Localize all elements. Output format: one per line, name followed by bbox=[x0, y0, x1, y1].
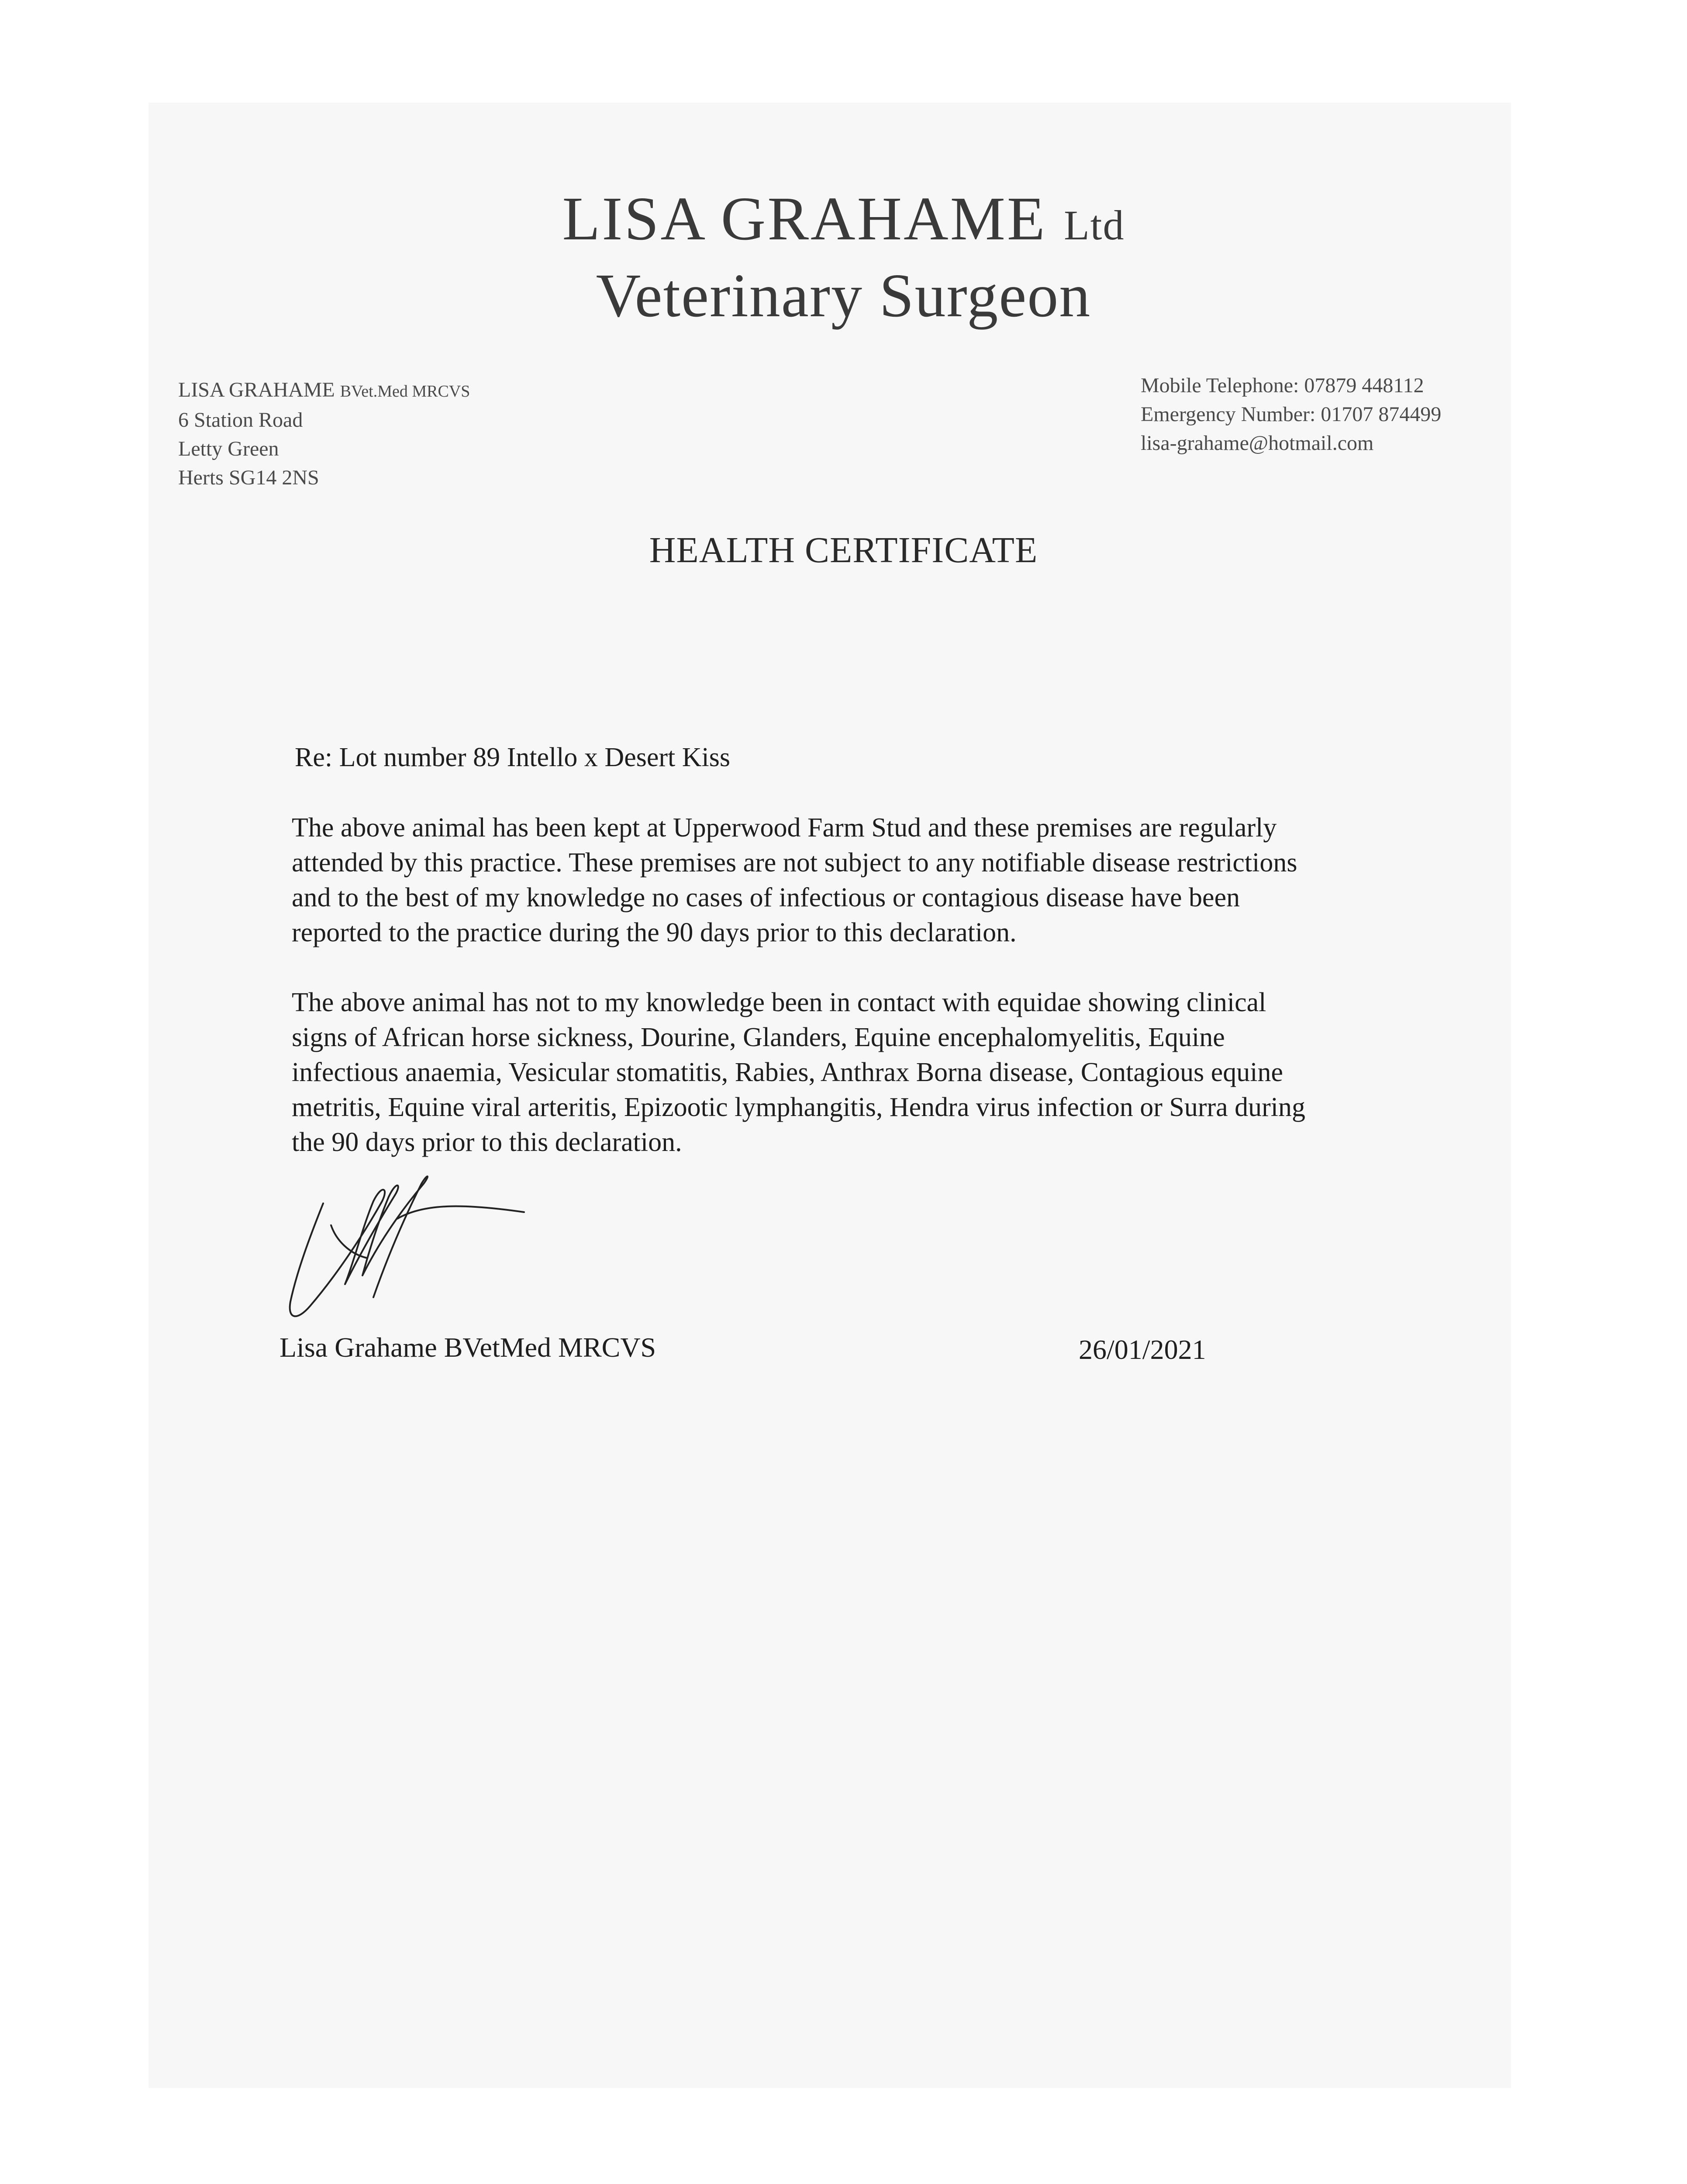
address-line-1: 6 Station Road bbox=[178, 408, 303, 432]
paragraph-line: metritis, Equine viral arteritis, Epizootic lymphangitis, Hendra virus infection or Surra during bbox=[292, 1092, 1306, 1122]
certificate-title: HEALTH CERTIFICATE bbox=[649, 530, 1038, 570]
emergency-number: Emergency Number: 01707 874499 bbox=[1141, 403, 1442, 426]
paragraph-line: the 90 days prior to this declaration. bbox=[292, 1127, 682, 1157]
address-line-2: Letty Green bbox=[178, 437, 279, 460]
paragraph-line: attended by this practice. These premises are not subject to any notifiable disease restrictions bbox=[292, 848, 1297, 878]
address-line-3: Herts SG14 2NS bbox=[178, 466, 319, 489]
paragraph-line: signs of African horse sickness, Dourine, Glanders, Equine encephalomyelitis, Equine bbox=[292, 1023, 1225, 1052]
paragraph-line: infectious anaemia, Vesicular stomatitis, Rabies, Anthrax Borna disease, Contagious equine bbox=[292, 1057, 1283, 1087]
paragraph-line: reported to the practice during the 90 days prior to this declaration. bbox=[292, 918, 1017, 947]
paragraph-premises bbox=[292, 810, 1436, 950]
handwritten-signature bbox=[279, 1153, 559, 1337]
address-name: LISA GRAHAME bbox=[178, 378, 335, 401]
paragraph-line: The above animal has not to my knowledge been in contact with equidae showing clinical bbox=[292, 988, 1266, 1017]
contact-details bbox=[1141, 371, 1441, 458]
practice-address bbox=[178, 376, 470, 492]
address-qualifications: BVet.Med MRCVS bbox=[340, 382, 470, 401]
letterhead-suffix: Ltd bbox=[1064, 202, 1125, 249]
signer-name: Lisa Grahame BVetMed MRCVS bbox=[279, 1332, 656, 1363]
email-address: lisa-grahame@hotmail.com bbox=[1141, 432, 1374, 455]
letterhead-profession: Veterinary Surgeon bbox=[596, 261, 1091, 330]
letterhead-name: LISA GRAHAME bbox=[562, 184, 1047, 253]
signature-date: 26/01/2021 bbox=[1079, 1334, 1206, 1365]
paragraph-line: and to the best of my knowledge no cases of infectious or contagious disease have been bbox=[292, 883, 1240, 912]
paragraph-line: The above animal has been kept at Upperwood Farm Stud and these premises are regularly bbox=[292, 813, 1277, 843]
paragraph-diseases bbox=[292, 985, 1436, 1160]
mobile-telephone: Mobile Telephone: 07879 448112 bbox=[1141, 374, 1424, 397]
letterhead bbox=[0, 183, 1687, 330]
re-line: Re: Lot number 89 Intello x Desert Kiss bbox=[295, 743, 730, 772]
address-name-line bbox=[178, 376, 470, 406]
letterhead-company bbox=[0, 183, 1687, 260]
